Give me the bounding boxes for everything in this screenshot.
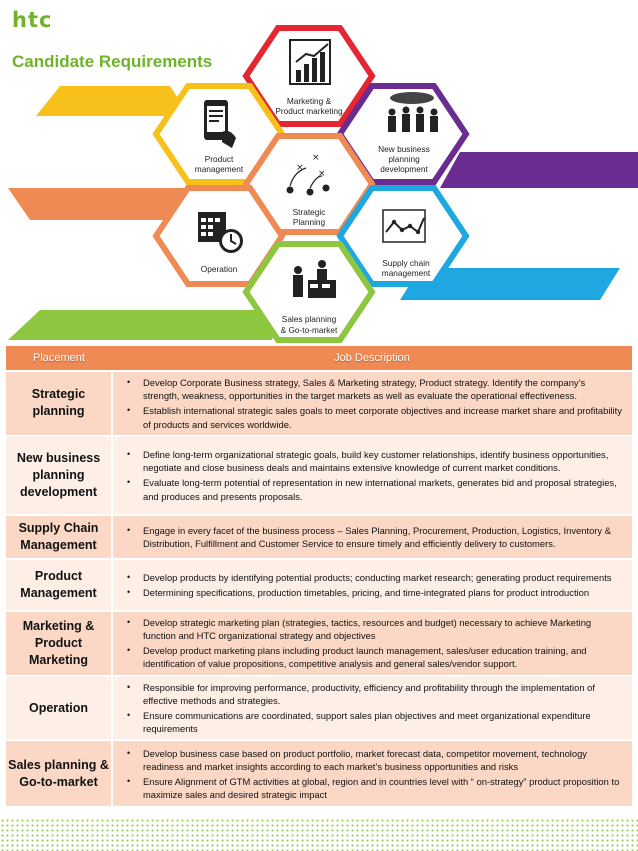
htc-logo: htc <box>12 8 53 32</box>
placement-cell: Strategic planning <box>6 371 112 436</box>
ribbon-yellow <box>36 86 190 116</box>
ribbon-green <box>8 310 280 340</box>
bullet-item: • Evaluate long-term potential of representation in new international markets, generates bid and proposal strategies, and produces and presents proposals. <box>143 476 624 502</box>
hex-label-operation: Operation <box>200 264 238 274</box>
hex-label-sales: Sales planning <box>281 314 337 324</box>
page-title: Candidate Requirements <box>12 52 213 71</box>
table-row <box>6 676 632 741</box>
placement-cell: Sales planning & Go-to-market <box>6 740 112 806</box>
placement-cell: Supply Chain Management <box>6 515 112 559</box>
table-row <box>6 436 632 515</box>
bullet-item: • Define long-term organizational strategic goals, build key customer relationships, identify business opportunities, negotiate and close business deals and maintains extensive knowledge of current market conditions. <box>143 448 624 474</box>
bullet-item: • Establish international strategic sales goals to meet corporate objectives and increase market share and profitability of products and services worldwide. <box>143 404 624 430</box>
hex-label-newbiz-3: development <box>380 164 428 174</box>
hex-label-sales-2: & Go-to-market <box>280 325 338 335</box>
hex-label-product-2: management <box>194 164 244 174</box>
hex-label-marketing: Marketing & <box>286 96 332 106</box>
decorative-dot-pattern <box>0 818 638 851</box>
header-placement: Placement <box>6 346 112 371</box>
hex-label-newbiz: New business <box>378 144 430 154</box>
bullet-item: • Determining specifications, production timetables, pricing, and time-integrated plans for product introduction <box>143 586 624 599</box>
table-header-row <box>6 346 632 371</box>
bullet-item: • Develop product marketing plans including product launch management, sales/user education training, and identification of value propositions, competitive analysis and general sales/vendor support. <box>143 644 624 670</box>
placement-cell: Product Management <box>6 559 112 611</box>
svg-text:×: × <box>296 163 304 173</box>
hex-label-newbiz-2: planning <box>388 154 420 164</box>
placement-cell: Operation <box>6 676 112 741</box>
table-row <box>6 740 632 806</box>
requirements-table <box>6 346 632 806</box>
bullet-item: • Develop products by identifying potential products; conducting market research; generating product requirements <box>143 571 624 584</box>
bullet-item: • Develop strategic marketing plan (strategies, tactics, resources and budget) necessary to achieve Marketing function and HTC organizational strategy and objectives <box>143 616 624 642</box>
bullet-item: • Ensure communications are coordinated, support sales plan objectives and meet organizational expenditure requirements <box>143 709 624 735</box>
hex-label-marketing-2: Product marketing <box>275 106 343 116</box>
placement-cell: New business planning development <box>6 436 112 515</box>
description-cell <box>112 559 632 611</box>
hex-label-supply: Supply chain <box>382 258 430 268</box>
header-job-description: Job Description <box>112 346 632 371</box>
career-hexagon-graphic <box>0 0 638 345</box>
svg-text:×: × <box>318 169 326 179</box>
ribbon-purple <box>440 152 638 188</box>
description-cell <box>112 740 632 806</box>
description-cell <box>112 371 632 436</box>
bullet-item: • Ensure Alignment of GTM activities at global, region and in countries level with “ on-strategy” product proposition to maximize sales and desired strategic impact <box>143 775 624 801</box>
bullet-item: • Responsible for improving performance, productivity, efficiency and profitability through the implementation of effective methods and strategies. <box>143 681 624 707</box>
table-row <box>6 371 632 436</box>
table-row <box>6 559 632 611</box>
table-row <box>6 515 632 559</box>
description-cell <box>112 611 632 676</box>
hex-label-product: Product <box>204 154 234 164</box>
table-row <box>6 611 632 676</box>
placement-cell: Marketing & Product Marketing <box>6 611 112 676</box>
svg-text:×: × <box>312 153 320 163</box>
hex-label-strategic: Strategic <box>292 207 326 217</box>
bullet-item: • Develop business case based on product portfolio, market forecast data, competitor movement, technology readiness and market insights according to each market’s business opportunities and risks <box>143 747 624 773</box>
hex-label-strategic-2: Planning <box>292 217 326 227</box>
description-cell <box>112 515 632 559</box>
description-cell <box>112 676 632 741</box>
description-cell <box>112 436 632 515</box>
hex-label-supply-2: management <box>381 268 431 278</box>
bullet-item: • Develop Corporate Business strategy, Sales & Marketing strategy, Product strategy. Identify the company’s strength, weakness, opportunities in the target markets as well as evaluate the operational effectiveness. <box>143 376 624 402</box>
bullet-item: • Engage in every facet of the business process – Sales Planning, Procurement, Production, Logistics, Inventory & Distribution, Fulfillment and Customer Service to ensure timely and efficiently delivery to customers. <box>143 524 624 550</box>
